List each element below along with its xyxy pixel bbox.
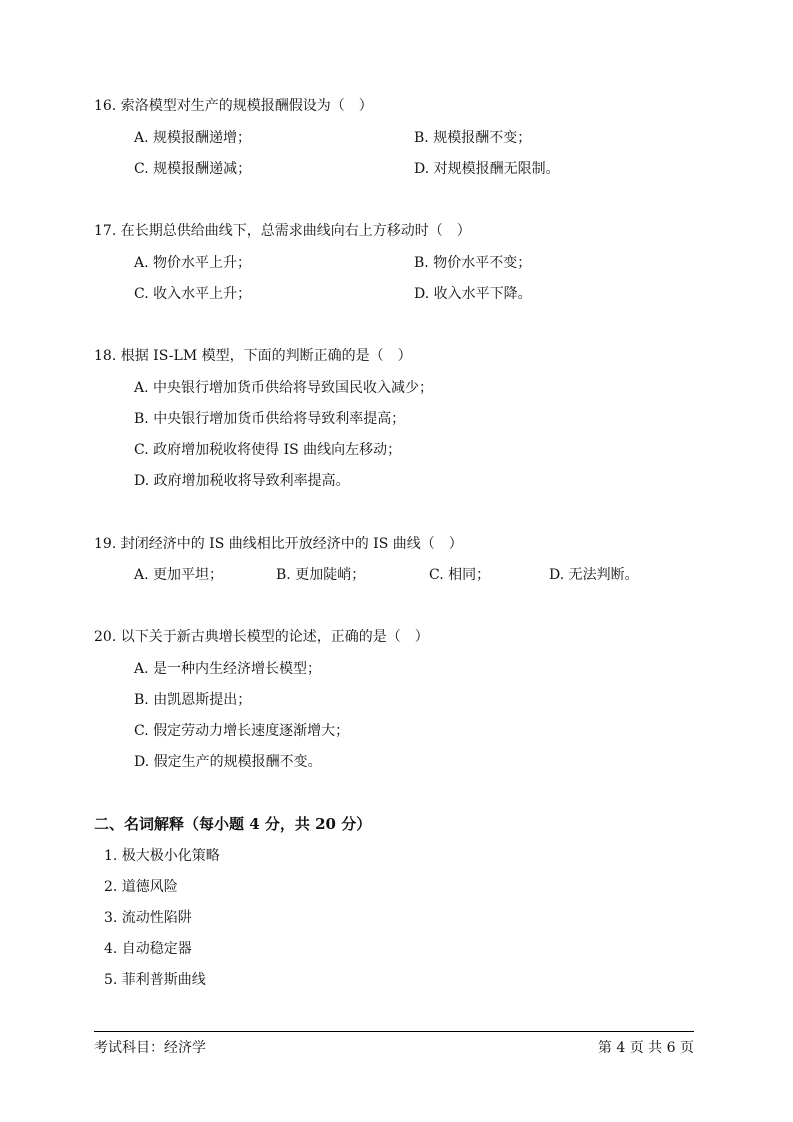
- term-item-4: 4. 自动稳定器: [104, 941, 192, 957]
- question-19-option-a: A. 更加平坦；: [134, 567, 224, 583]
- question-16-option-c: C. 规模报酬递减；: [134, 161, 252, 177]
- question-16-stem: 16. 索洛模型对生产的规模报酬假设为（ ）: [94, 98, 373, 114]
- term-item-3: 3. 流动性陷阱: [104, 910, 192, 926]
- question-18-stem: 18. 根据 IS-LM 模型，下面的判断正确的是（ ）: [94, 348, 412, 364]
- question-18-option-b: B. 中央银行增加货币供给将导致利率提高；: [134, 411, 406, 427]
- question-20-option-d: D. 假定生产的规模报酬不变。: [134, 754, 322, 770]
- question-18-option-a: A. 中央银行增加货币供给将导致国民收入减少；: [134, 380, 434, 396]
- footer-page-number: 第 4 页 共 6 页: [597, 1040, 694, 1056]
- question-19-option-d: D. 无法判断。: [549, 567, 639, 583]
- question-19-stem: 19. 封闭经济中的 IS 曲线相比开放经济中的 IS 曲线（ ）: [94, 536, 463, 552]
- question-20-option-c: C. 假定劳动力增长速度逐渐增大；: [134, 723, 350, 739]
- footer-divider: [94, 1031, 694, 1032]
- footer-subject: 考试科目：经济学: [94, 1040, 206, 1056]
- question-16-option-d: D. 对规模报酬无限制。: [414, 161, 560, 177]
- question-16-option-b: B. 规模报酬不变；: [414, 130, 532, 146]
- question-17-option-c: C. 收入水平上升；: [134, 286, 252, 302]
- term-item-5: 5. 菲利普斯曲线: [104, 972, 206, 988]
- term-item-2: 2. 道德风险: [104, 879, 178, 895]
- question-18-option-c: C. 政府增加税收将使得 IS 曲线向左移动；: [134, 442, 402, 458]
- question-17-option-d: D. 收入水平下降。: [414, 286, 532, 302]
- question-20-option-b: B. 由凯恩斯提出；: [134, 692, 252, 708]
- question-18-option-d: D. 政府增加税收将导致利率提高。: [134, 473, 350, 489]
- question-17-option-a: A. 物价水平上升；: [134, 255, 252, 271]
- question-19-option-c: C. 相同；: [429, 567, 491, 583]
- question-17-stem: 17. 在长期总供给曲线下，总需求曲线向右上方移动时（ ）: [94, 223, 471, 239]
- question-17-option-b: B. 物价水平不变；: [414, 255, 532, 271]
- section2-heading: 二、名词解释（每小题 4 分，共 20 分）: [94, 815, 372, 833]
- question-20-option-a: A. 是一种内生经济增长模型；: [134, 661, 322, 677]
- term-item-1: 1. 极大极小化策略: [104, 848, 220, 864]
- question-16-option-a: A. 规模报酬递增；: [134, 130, 252, 146]
- question-20-stem: 20. 以下关于新古典增长模型的论述，正确的是（ ）: [94, 629, 429, 645]
- question-19-option-b: B. 更加陡峭；: [276, 567, 366, 583]
